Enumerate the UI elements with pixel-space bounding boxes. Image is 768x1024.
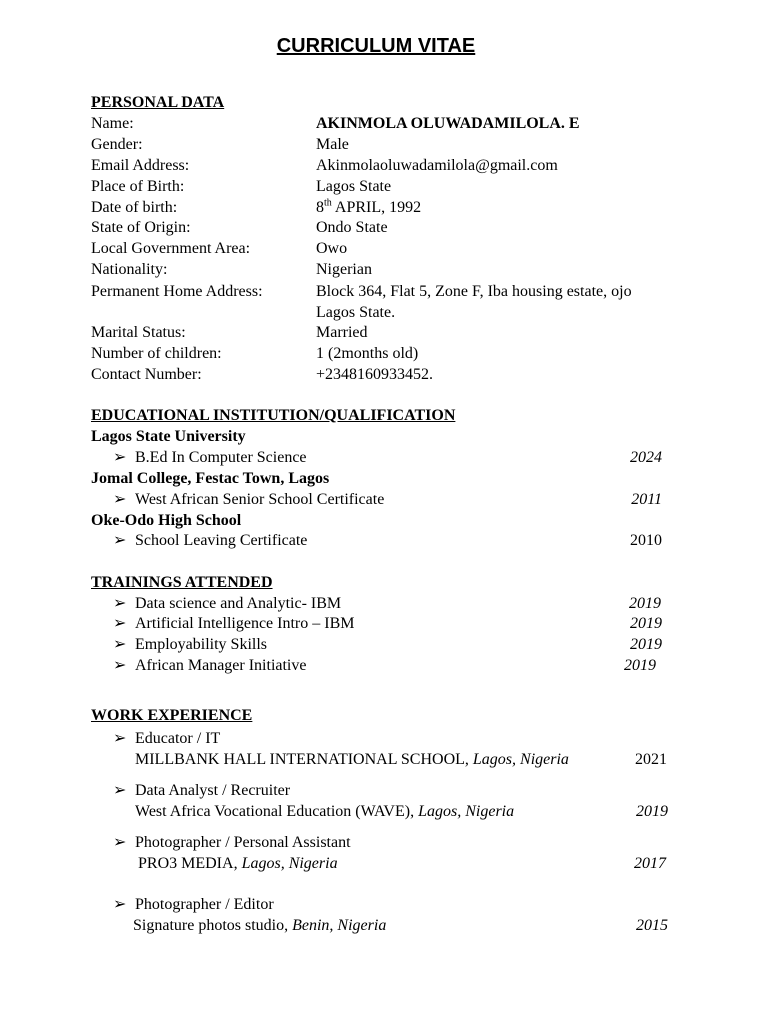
section-heading-education: EDUCATIONAL INSTITUTION/QUALIFICATION xyxy=(91,407,456,424)
label-children: Number of children: xyxy=(91,345,222,362)
employer-location: Lagos, Nigeria xyxy=(472,751,569,768)
school-name: Oke-Odo High School xyxy=(91,512,242,529)
year: 2021 xyxy=(635,751,667,768)
value-contact: +2348160933452. xyxy=(316,366,434,383)
label-place-of-birth: Place of Birth: xyxy=(91,178,185,195)
value-gender: Male xyxy=(316,136,349,153)
arrow-bullet-icon: ➢ xyxy=(113,636,127,653)
year: 2024 xyxy=(630,449,662,466)
qualification: B.Ed In Computer Science xyxy=(135,449,307,466)
value-home-address-line2: Lagos State. xyxy=(316,304,396,321)
job-employer xyxy=(133,916,386,936)
dob-suffix: th xyxy=(324,197,332,209)
value-state-of-origin: Ondo State xyxy=(316,219,388,236)
employer-name: PRO3 MEDIA, xyxy=(138,855,242,872)
school-name: Jomal College, Festac Town, Lagos xyxy=(91,470,330,487)
value-name: AKINMOLA OLUWADAMILOLA. E xyxy=(316,115,580,132)
employer-name: Signature photos studio, xyxy=(133,917,293,934)
arrow-bullet-icon: ➢ xyxy=(113,615,127,632)
page-title: CURRICULUM VITAE xyxy=(276,35,476,57)
label-home-address: Permanent Home Address: xyxy=(91,283,263,300)
employer-location: Benin, Nigeria xyxy=(292,917,387,934)
employer-location: Lagos, Nigeria xyxy=(241,855,338,872)
year: 2015 xyxy=(636,917,668,934)
section-heading-work: WORK EXPERIENCE xyxy=(91,707,253,724)
training-name: Artificial Intelligence Intro – IBM xyxy=(135,615,355,632)
label-date-of-birth: Date of birth: xyxy=(91,199,178,216)
section-heading-trainings: TRAININGS ATTENDED xyxy=(91,574,273,591)
arrow-bullet-icon: ➢ xyxy=(113,449,127,466)
label-state-of-origin: State of Origin: xyxy=(91,219,191,236)
qualification: West African Senior School Certificate xyxy=(135,491,385,508)
list-item xyxy=(113,781,290,801)
list-item xyxy=(113,531,307,551)
arrow-bullet-icon: ➢ xyxy=(113,532,127,549)
year: 2019 xyxy=(636,803,668,820)
arrow-bullet-icon: ➢ xyxy=(113,730,127,747)
value-date-of-birth xyxy=(316,198,421,218)
list-item xyxy=(113,833,351,853)
dob-day: 8 xyxy=(316,199,324,216)
value-marital-status: Married xyxy=(316,324,368,341)
label-lga: Local Government Area: xyxy=(91,240,251,257)
arrow-bullet-icon: ➢ xyxy=(113,657,127,674)
year: 2019 xyxy=(630,636,662,653)
label-nationality: Nationality: xyxy=(91,261,168,278)
job-role: Photographer / Personal Assistant xyxy=(135,834,351,851)
list-item xyxy=(113,594,341,614)
year: 2019 xyxy=(629,595,661,612)
job-employer xyxy=(138,854,338,874)
year: 2010 xyxy=(630,532,662,549)
label-name: Name: xyxy=(91,115,134,132)
dob-rest: APRIL, 1992 xyxy=(331,199,422,216)
year: 2017 xyxy=(634,855,666,872)
job-role: Data Analyst / Recruiter xyxy=(135,782,291,799)
qualification: School Leaving Certificate xyxy=(135,532,308,549)
list-item xyxy=(113,448,307,468)
employer-name: West Africa Vocational Education (WAVE), xyxy=(135,803,419,820)
list-item xyxy=(113,614,354,634)
training-name: Data science and Analytic- IBM xyxy=(135,595,342,612)
arrow-bullet-icon: ➢ xyxy=(113,896,127,913)
training-name: African Manager Initiative xyxy=(135,657,307,674)
year: 2019 xyxy=(630,615,662,632)
value-email: Akinmolaoluwadamilola@gmail.com xyxy=(316,157,558,174)
year: 2019 xyxy=(624,657,656,674)
job-employer xyxy=(135,750,569,770)
job-role: Photographer / Editor xyxy=(135,896,274,913)
label-marital-status: Marital Status: xyxy=(91,324,186,341)
list-item xyxy=(113,729,220,749)
arrow-bullet-icon: ➢ xyxy=(113,595,127,612)
arrow-bullet-icon: ➢ xyxy=(113,491,127,508)
section-heading-personal: PERSONAL DATA xyxy=(91,94,225,111)
value-children: 1 (2months old) xyxy=(316,345,419,362)
list-item xyxy=(113,656,306,676)
training-name: Employability Skills xyxy=(135,636,268,653)
arrow-bullet-icon: ➢ xyxy=(113,834,127,851)
label-email: Email Address: xyxy=(91,157,190,174)
list-item xyxy=(113,490,384,510)
list-item xyxy=(113,635,267,655)
school-name: Lagos State University xyxy=(91,428,246,445)
label-gender: Gender: xyxy=(91,136,143,153)
employer-location: Lagos, Nigeria xyxy=(418,803,515,820)
year: 2011 xyxy=(631,491,662,508)
value-home-address: Block 364, Flat 5, Zone F, Iba housing estate, ojo xyxy=(316,283,632,300)
list-item xyxy=(113,895,274,915)
arrow-bullet-icon: ➢ xyxy=(113,782,127,799)
job-employer xyxy=(135,802,514,822)
job-role: Educator / IT xyxy=(135,730,221,747)
value-place-of-birth: Lagos State xyxy=(316,178,392,195)
employer-name: MILLBANK HALL INTERNATIONAL SCHOOL, xyxy=(135,751,473,768)
label-contact: Contact Number: xyxy=(91,366,202,383)
value-nationality: Nigerian xyxy=(316,261,372,278)
value-lga: Owo xyxy=(316,240,348,257)
